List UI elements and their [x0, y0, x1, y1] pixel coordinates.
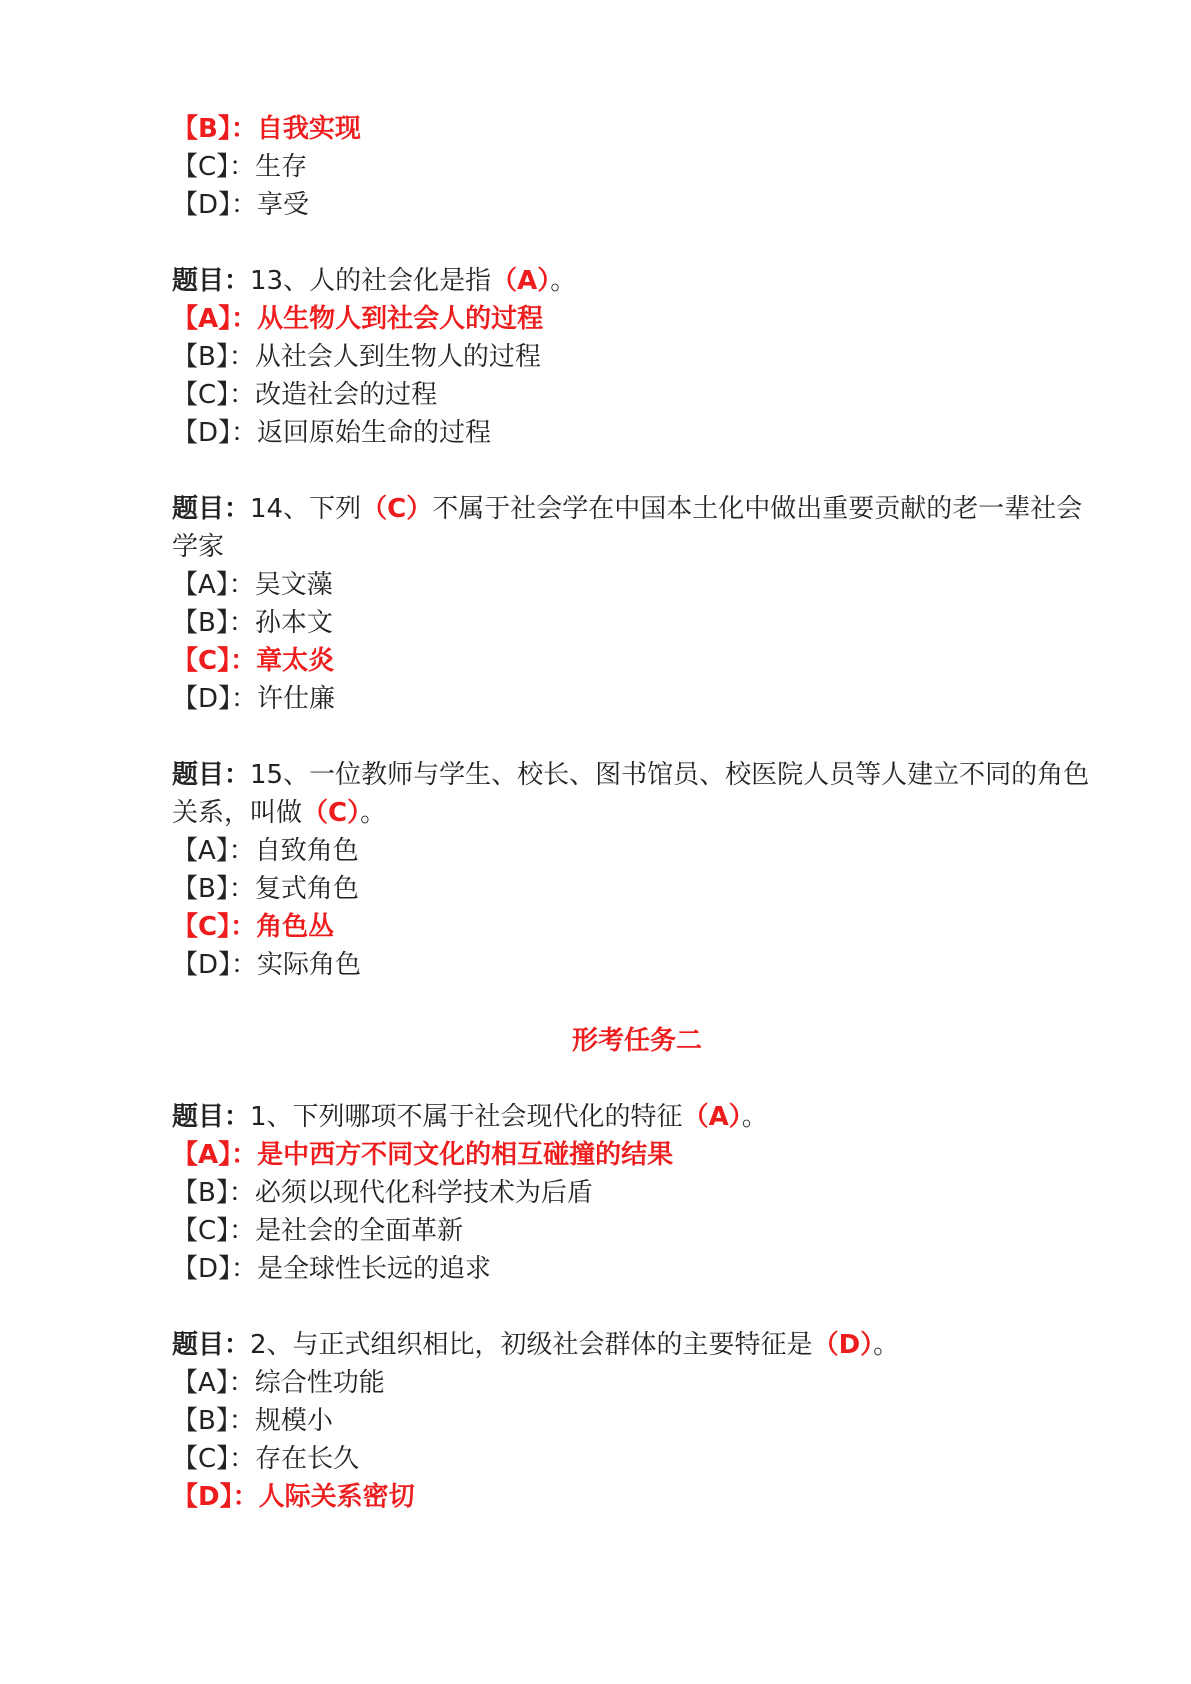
question-stem: 2、与正式组织相比，初级社会群体的主要特征是: [250, 1330, 813, 1360]
question-stem-end: 。: [741, 1102, 768, 1132]
option-d: 【D】：返回原始生命的过程: [172, 418, 492, 448]
question-stem-end: 。: [873, 1330, 900, 1360]
question-stem: 15、一位教师与学生、校长、图书馆员、校医院人员等人建立不同的角色关系，叫做: [172, 760, 1090, 828]
question-answer: （C）: [302, 798, 361, 828]
option-b: 【B】：自我实现: [172, 114, 361, 144]
question-answer: （C）: [361, 494, 433, 524]
option-c: 【C】：存在长久: [172, 1444, 360, 1474]
option-a: 【A】：从生物人到社会人的过程: [172, 304, 544, 334]
question-13: [172, 262, 1102, 300]
option-a: 【A】：综合性功能: [172, 1368, 385, 1398]
question-stem-end: 。: [360, 798, 387, 828]
option-d: 【D】：人际关系密切: [172, 1482, 415, 1512]
option-c: 【C】：改造社会的过程: [172, 380, 438, 410]
option-c: 【C】：是社会的全面革新: [172, 1216, 464, 1246]
question-stem-end: 不属于社会学在中国本土化中做出重要贡献的老一辈社会学家: [172, 494, 1083, 562]
question-stem: 14、下列: [250, 494, 362, 524]
spacer: [172, 224, 1102, 262]
question-label: 题目：: [172, 760, 251, 790]
spacer: [172, 1060, 1102, 1098]
question-stem: 13、人的社会化是指: [250, 266, 492, 296]
option-b: 【B】：规模小: [172, 1406, 333, 1436]
question-label: 题目：: [172, 1102, 251, 1132]
question-label: 题目：: [172, 266, 251, 296]
spacer: [172, 1288, 1102, 1326]
question-stem: 1、下列哪项不属于社会现代化的特征: [250, 1102, 683, 1132]
option-a: 【A】：吴文藻: [172, 570, 333, 600]
spacer: [172, 718, 1102, 756]
question-answer: （A）: [682, 1102, 742, 1132]
option-b: 【B】：复式角色: [172, 874, 359, 904]
option-c: 【C】：角色丛: [172, 912, 335, 942]
question-15: [172, 756, 1102, 832]
prev-question-options: [172, 110, 1102, 224]
option-d: 【D】：许仕廉: [172, 684, 336, 714]
option-a: 【A】：是中西方不同文化的相互碰撞的结果: [172, 1140, 674, 1170]
option-a: 【A】：自致角色: [172, 836, 359, 866]
option-d: 【D】：是全球性长远的追求: [172, 1254, 492, 1284]
option-d: 【D】：实际角色: [172, 950, 362, 980]
question-answer: （D）: [812, 1330, 874, 1360]
document-body: [172, 110, 1102, 1516]
spacer: [172, 984, 1102, 1022]
question-label: 题目：: [172, 494, 251, 524]
option-c: 【C】：章太炎: [172, 646, 335, 676]
question-s2-1: [172, 1098, 1102, 1136]
question-label: 题目：: [172, 1330, 251, 1360]
question-stem-end: 。: [550, 266, 577, 296]
question-answer: （A）: [491, 266, 551, 296]
option-b: 【B】：从社会人到生物人的过程: [172, 342, 541, 372]
option-c: 【C】：生存: [172, 152, 308, 182]
option-b: 【B】：必须以现代化科学技术为后盾: [172, 1178, 593, 1208]
question-s2-2: [172, 1326, 1102, 1364]
question-14: [172, 490, 1102, 566]
spacer: [172, 452, 1102, 490]
option-b: 【B】：孙本文: [172, 608, 333, 638]
option-d: 【D】：享受: [172, 190, 310, 220]
section-title: 形考任务二: [571, 1026, 702, 1056]
